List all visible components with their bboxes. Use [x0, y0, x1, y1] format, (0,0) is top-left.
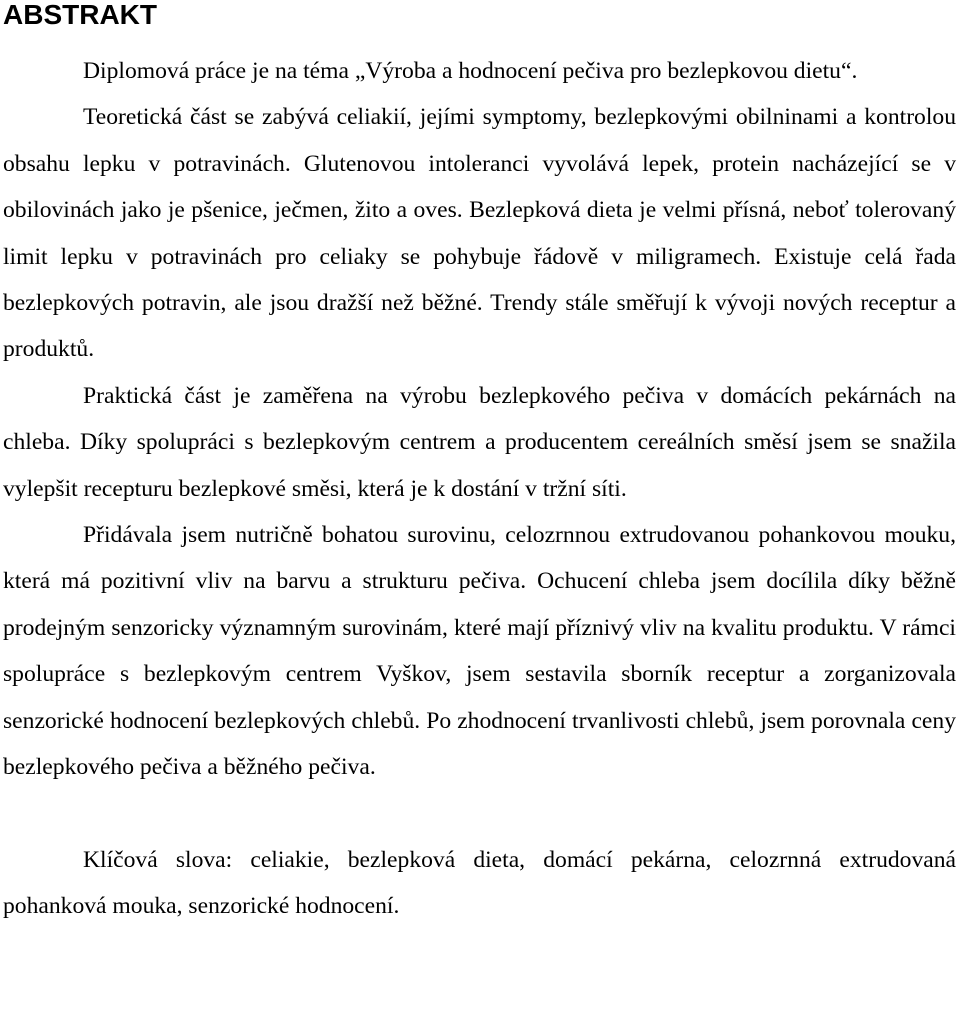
paragraph-topic: Diplomová práce je na téma „Výroba a hodnocení pečiva pro bezlepkovou dietu“. — [83, 58, 858, 84]
keywords-paragraph: Klíčová slova: celiakie, bezlepková dieta, domácí pekárna, celozrnná extrudovaná pohanková mouka, senzorické hodnocení. — [3, 846, 956, 919]
abstract-body — [3, 48, 956, 791]
abstract-heading: ABSTRAKT — [3, 0, 157, 30]
paragraph-results: Přidávala jsem nutričně bohatou surovinu, celozrnnou extrudovanou pohankovou mouku, která má pozitivní vliv na barvu a strukturu pečiva. Ochucení chleba jsem docílila díky běžně prodejným senzoricky významným surovinám, které mají příznivý vliv na kvalitu produktu. V rámci spolupráce s bezlepkovým centrem Vyškov, jsem sestavila sborník receptur a zorganizovala senzorické hodnocení bezlepkových chlebů. Po zhodnocení trvanlivosti chlebů, jsem porovnala ceny bezlepkového pečiva a běžného pečiva. — [3, 522, 956, 781]
paragraph-practical: Praktická část je zaměřena na výrobu bezlepkového pečiva v domácích pekárnách na chleba. Díky spolupráci s bezlepkovým centrem a producentem cereálních směsí jsem se snažila vylepšit recepturu bezlepkové směsi, která je k dostání v tržní síti. — [3, 382, 956, 502]
paragraph-theory: Teoretická část se zabývá celiakií, jejími symptomy, bezlepkovými obilninami a kontrolou obsahu lepku v potravinách. Glutenovou intoleranci vyvolává lepek, protein nacházející se v obilovinách jako je pšenice, ječmen, žito a oves. Bezlepková dieta je velmi přísná, neboť tolerovaný limit lepku v potravinách pro celiaky se pohybuje řádově v miligramech. Existuje celá řada bezlepkových potravin, ale jsou dražší než běžné. Trendy stále směřují k vývoji nových receptur a produktů. — [3, 104, 956, 363]
